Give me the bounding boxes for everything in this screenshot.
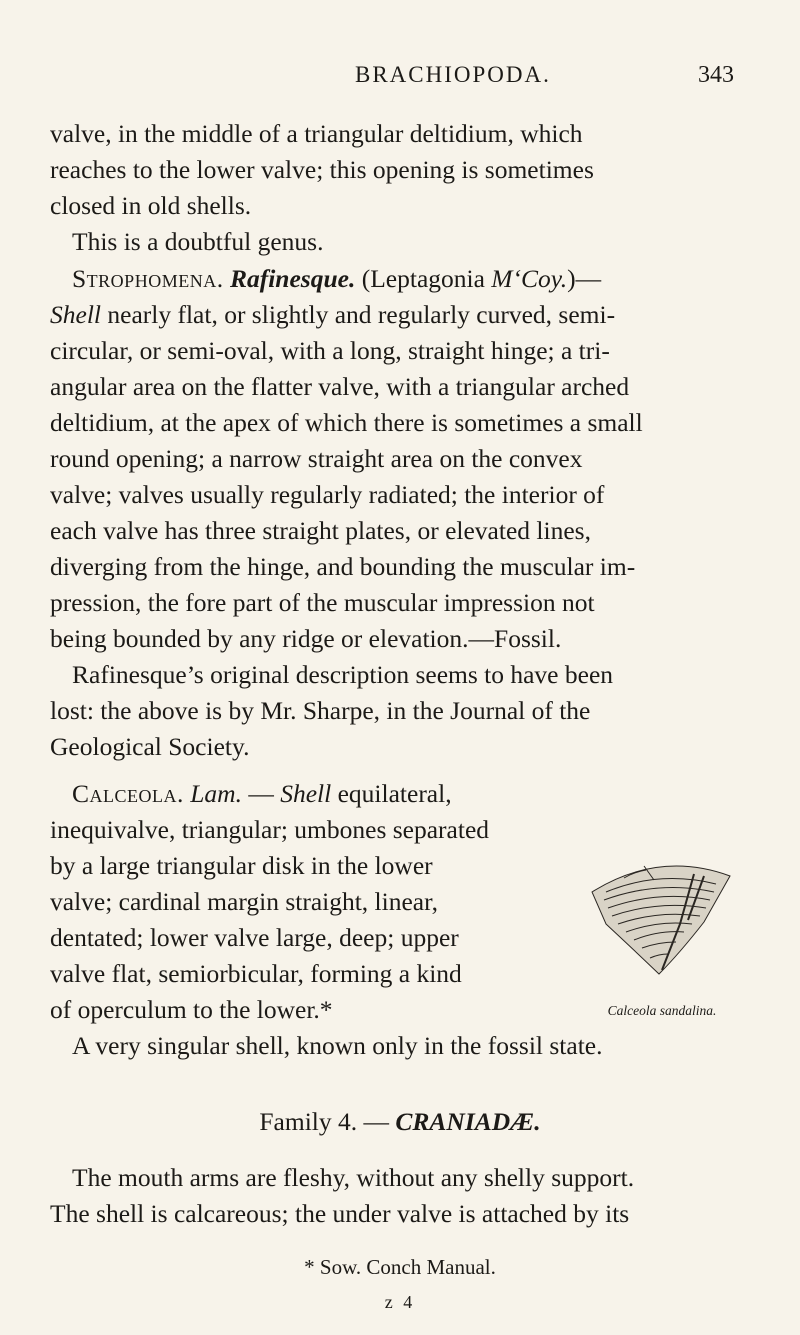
text-line: Geological Society. (50, 732, 250, 761)
shell-engraving (584, 862, 734, 977)
text-line: reaches to the lower valve; this opening is sometimes (50, 155, 594, 184)
text-run: equilateral, (331, 779, 452, 808)
text-line: Rafinesque’s original description seems to have been (72, 660, 614, 689)
shell-word: Shell (50, 300, 101, 329)
shell-word: Shell (280, 779, 332, 808)
text-line: angular area on the flatter valve, with a triangular arched (50, 372, 630, 401)
genus-name: Calceola. (72, 779, 184, 808)
text-line: each valve has three straight plates, or elevated lines, (50, 516, 591, 545)
text-line: valve; cardinal margin straight, linear, (50, 887, 438, 916)
text-run: nearly flat, or slightly and regularly curved, semi- (101, 300, 616, 329)
signature-mark: z 4 (384, 1292, 416, 1312)
dash: — (241, 779, 281, 808)
text-line: round opening; a narrow straight area on the convex (50, 444, 583, 473)
text-line: The mouth arms are fleshy, without any shelly support. (72, 1163, 635, 1192)
synonym-author: M‘Coy. (491, 264, 568, 293)
text-line (50, 298, 738, 332)
text-line: valve, in the middle of a triangular deltidium, which (50, 119, 583, 148)
text-line: dentated; lower valve large, deep; upper (50, 923, 459, 952)
synonym-open: (Leptagonia (361, 264, 492, 293)
footnote: * Sow. Conch Manual. (304, 1255, 496, 1279)
family-label: Family 4. — (259, 1107, 396, 1136)
text-line: valve flat, semiorbicular, forming a kind (50, 959, 462, 988)
genus-name: Strophomena. (72, 264, 224, 293)
family-heading (0, 1105, 800, 1139)
text-line: pression, the fore part of the muscular impression not (50, 588, 595, 617)
calceola-shell-illustration (584, 862, 734, 977)
text-line: diverging from the hinge, and bounding the muscular im- (50, 552, 636, 581)
text-line: by a large triangular disk in the lower (50, 851, 433, 880)
text-line: The shell is calcareous; the under valve is attached by its (50, 1199, 630, 1228)
text-line: inequivalve, triangular; umbones separated (50, 815, 490, 844)
family-name: CRANIADÆ. (395, 1107, 541, 1136)
text-line: of operculum to the lower.* (50, 995, 333, 1024)
page-number: 343 (698, 62, 734, 88)
figure-caption: Calceola sandalina. (607, 1003, 717, 1018)
text-line: deltidium, at the apex of which there is sometimes a small (50, 408, 643, 437)
genus-author: Rafinesque. (229, 264, 356, 293)
genus-heading-strophomena (72, 262, 760, 296)
text-line: circular, or semi-oval, with a long, straight hinge; a tri- (50, 336, 610, 365)
text-line: This is a doubtful genus. (72, 227, 324, 256)
text-line: closed in old shells. (50, 191, 252, 220)
text-line: being bounded by any ridge or elevation.—Fossil. (50, 624, 562, 653)
genus-heading-calceola (72, 777, 572, 811)
running-head (0, 62, 800, 94)
synonym-close: )— (567, 264, 602, 293)
text-line: lost: the above is by Mr. Sharpe, in the Journal of the (50, 696, 591, 725)
text-line: valve; valves usually regularly radiated; the interior of (50, 480, 605, 509)
text-line: A very singular shell, known only in the fossil state. (72, 1031, 603, 1060)
genus-author: Lam. (190, 779, 242, 808)
running-title: BRACHIOPODA. (355, 62, 551, 87)
